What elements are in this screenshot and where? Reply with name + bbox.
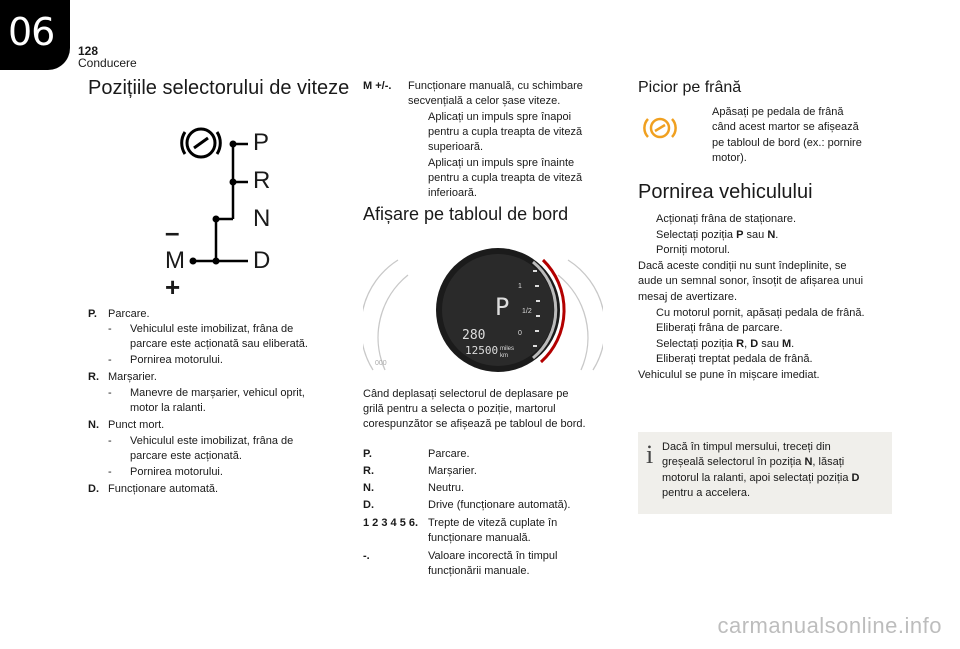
key-p: P. bbox=[88, 308, 97, 320]
brake-text-1: Apăsați pe pedala de frână bbox=[712, 106, 844, 118]
cluster-tick-0: 0 bbox=[518, 330, 522, 337]
desc-d: Funcționare automată. bbox=[108, 483, 219, 495]
legend-value-2: funcționării manuale. bbox=[428, 565, 530, 577]
gear-m-label: M bbox=[165, 247, 185, 274]
cluster-tick-1: 1 bbox=[518, 283, 522, 290]
start-step-3: Porniți motorul. bbox=[656, 244, 730, 256]
key-d: D. bbox=[88, 483, 99, 495]
dashboard-para-2: grilă pentru a selecta o poziție, martorul bbox=[363, 403, 556, 415]
cluster-speed-readout: 280 bbox=[462, 328, 486, 343]
desc-m-a1: Aplicați un impuls spre înapoi bbox=[428, 111, 572, 123]
cluster-gear-readout: P bbox=[495, 293, 510, 321]
info-icon: i bbox=[646, 440, 654, 469]
gear-d-label: D bbox=[253, 247, 271, 274]
key-n: N. bbox=[88, 419, 99, 431]
instrument-cluster-illustration bbox=[363, 240, 603, 380]
page-number: 128 bbox=[78, 44, 99, 58]
start-step-7: Eliberați treptat pedala de frână. bbox=[656, 353, 813, 365]
desc-p-b1: Vehiculul este imobilizat, frâna de bbox=[130, 323, 294, 335]
cluster-unit-label: miles bbox=[500, 346, 515, 352]
section-name: Conducere bbox=[78, 56, 137, 70]
legend-value: Marșarier. bbox=[428, 465, 477, 477]
legend-key: -. bbox=[363, 550, 370, 562]
start-step-6: Selectați poziția R, D sau M. bbox=[656, 338, 795, 350]
tip-line-3: motorul la ralanti, apoi selectați poziția D bbox=[662, 472, 860, 484]
desc-p-b2: Pornirea motorului. bbox=[130, 354, 223, 366]
desc-m-a2: Aplicați un impuls spre înainte bbox=[428, 157, 575, 169]
desc-m-a2b: pentru a cupla treapta de viteză bbox=[428, 172, 583, 184]
start-section-title: Pornirea vehiculului bbox=[638, 181, 813, 203]
brake-section-title: Picior pe frână bbox=[638, 79, 742, 96]
gear-selector-title: Pozițiile selectorului de viteze bbox=[88, 77, 350, 99]
legend-key: D. bbox=[363, 499, 374, 511]
tip-line-1: Dacă în timpul mersului, treceți din bbox=[662, 441, 831, 453]
desc-r: Marșarier. bbox=[108, 371, 157, 383]
start-para-4: Vehiculul se pune în mișcare imediat. bbox=[638, 369, 820, 381]
desc-m-a1b: pentru a cupla treapta de viteză bbox=[428, 126, 583, 138]
dashboard-display-title: Afișare pe tabloul de bord bbox=[363, 204, 569, 224]
legend-value: Trepte de viteză cuplate în bbox=[428, 517, 558, 529]
chapter-number: 06 bbox=[8, 10, 55, 54]
brake-warning-icon bbox=[642, 113, 678, 143]
dash: - bbox=[108, 354, 112, 366]
brake-text-3: pe tabloul de bord (ex.: pornire bbox=[712, 137, 862, 149]
watermark: carmanualsonline.info bbox=[717, 613, 942, 638]
legend-key: P. bbox=[363, 448, 372, 460]
desc-m-a1c: superioară. bbox=[428, 141, 484, 153]
brake-text-4: motor). bbox=[712, 152, 747, 164]
brake-text-2: când acest martor se afișează bbox=[712, 121, 859, 133]
start-para-3: mesaj de avertizare. bbox=[638, 291, 738, 303]
cluster-low-label: 000 bbox=[375, 360, 387, 367]
gear-minus-label: – bbox=[165, 217, 180, 247]
legend-value-2: funcționare manuală. bbox=[428, 532, 531, 544]
park-brake-icon bbox=[182, 129, 221, 157]
desc-m-1: Funcționare manuală, cu schimbare bbox=[408, 80, 583, 92]
start-para-2: aude un semnal sonor, însoțit de afișarea unui bbox=[638, 275, 864, 287]
tip-line-4: pentru a accelera. bbox=[662, 487, 751, 499]
desc-n-b1: Vehiculul este imobilizat, frâna de bbox=[130, 435, 294, 447]
dashboard-para-1: Când deplasați selectorul de deplasare pe bbox=[363, 388, 569, 400]
gear-r-label: R bbox=[253, 167, 271, 194]
start-step-2: Selectați poziția P sau N. bbox=[656, 229, 779, 241]
desc-m-2: secvențială a celor șase viteze. bbox=[408, 95, 561, 107]
desc-r-b1: Manevre de marșarier, vehicul oprit, bbox=[130, 387, 305, 399]
desc-n: Punct mort. bbox=[108, 419, 165, 431]
key-r: R. bbox=[88, 371, 99, 383]
gate-lines bbox=[193, 144, 248, 261]
cluster-odometer-readout: 12500 bbox=[465, 344, 499, 357]
gear-plus-label: + bbox=[165, 272, 181, 302]
dash: - bbox=[108, 435, 112, 447]
start-step-5: Eliberați frâna de parcare. bbox=[656, 322, 783, 334]
cluster-tick-half: 1/2 bbox=[522, 308, 532, 315]
dash: - bbox=[108, 466, 112, 478]
desc-p: Parcare. bbox=[108, 308, 150, 320]
start-para-1: Dacă aceste condiții nu sunt îndeplinite, se bbox=[638, 260, 847, 272]
dashboard-para-3: corespunzător se afișează pe tabloul de bord. bbox=[363, 418, 586, 430]
gear-p-label: P bbox=[253, 129, 270, 156]
desc-n-b2: Pornirea motorului. bbox=[130, 466, 223, 478]
legend-key: 1 2 3 4 5 6. bbox=[363, 517, 419, 529]
desc-n-b1b: parcare este acționată. bbox=[130, 450, 242, 462]
legend-key: N. bbox=[363, 482, 374, 494]
legend-value: Neutru. bbox=[428, 482, 465, 494]
cluster-km-label: km bbox=[500, 353, 508, 359]
desc-m-a2c: inferioară. bbox=[428, 187, 477, 199]
legend-value: Drive (funcționare automată). bbox=[428, 499, 571, 511]
start-step-4: Cu motorul pornit, apăsați pedala de frână. bbox=[656, 307, 865, 319]
dash: - bbox=[108, 387, 112, 399]
dash: - bbox=[108, 323, 112, 335]
start-step-1: Acționați frâna de staționare. bbox=[656, 213, 797, 225]
legend-key: R. bbox=[363, 465, 374, 477]
desc-p-b1b: parcare este acționată sau eliberată. bbox=[130, 338, 308, 350]
key-m: M +/-. bbox=[363, 80, 392, 92]
legend-value: Valoare incorectă în timpul bbox=[428, 550, 558, 562]
desc-r-b1b: motor la ralanti. bbox=[130, 402, 206, 414]
gear-n-label: N bbox=[253, 205, 271, 232]
tip-line-2: greșeală selectorul în poziția N, lăsați bbox=[662, 456, 845, 468]
legend-value: Parcare. bbox=[428, 448, 470, 460]
